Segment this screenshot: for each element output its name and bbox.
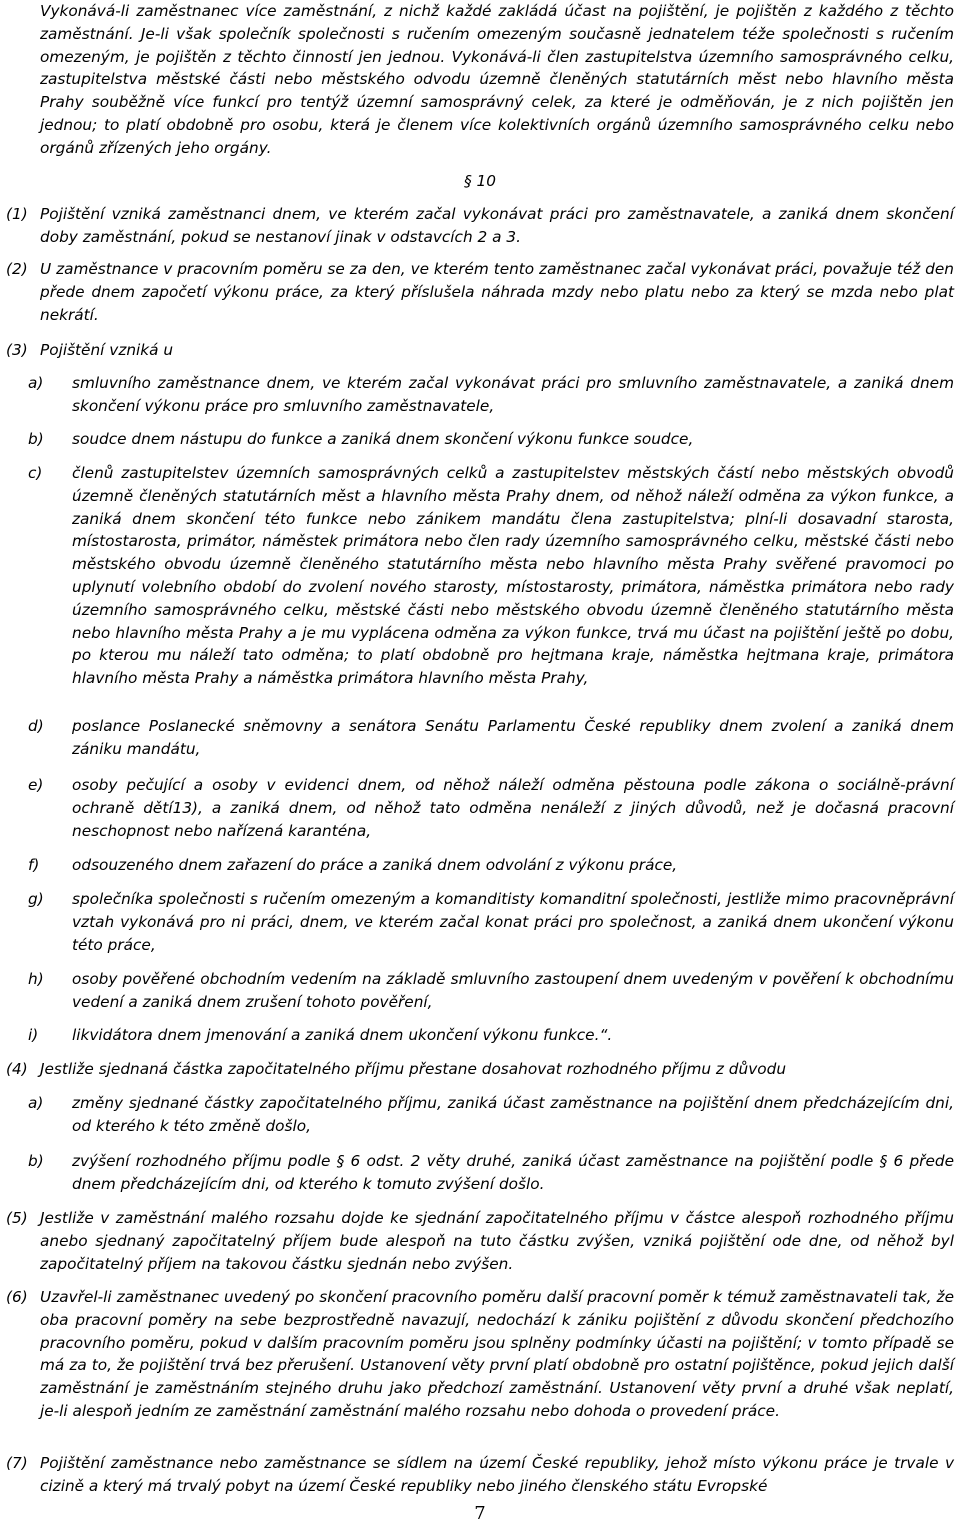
paragraph-2: U zaměstnance v pracovním poměru se za den, ve kterém tento zaměstnanec začal vykonávat práci, považuje též den přede dnem započetí výkonu práce, za který příslušela náhrada mzdy nebo platu nebo za který se mzda nebo plat nekrátí. [40, 260, 954, 324]
list-item: osoby pověřené obchodním vedením na základě smluvního zastoupení dnem uvedeným v pověření k obchodnímu vedení a zaniká dnem zrušení tohoto pověření, [72, 970, 954, 1011]
section-heading: § 10 [464, 172, 496, 190]
list-item: odsouzeného dnem zařazení do práce a zaniká dnem odvolání z výkonu práce, [72, 856, 678, 874]
paragraph-7: Pojištění zaměstnance nebo zaměstnance se sídlem na území České republiky, jehož místo výkonu práce je trvale v cizině a který má trvalý pobyt na území České republiky nebo jiného členského státu Evropské [40, 1454, 954, 1495]
paragraph-6: Uzavřel-li zaměstnanec uvedený po skončení pracovního poměru další pracovní poměr k témuž zaměstnavateli tak, že oba pracovní poměry na sebe bezprostředně navazují, nedochází k zániku pojištění z důvodu skončení předchozího pracovního poměru, pokud v dalším pracovním poměru jsou splněny podmínky účasti na pojištění; v tomto případě se má za to, že pojištění trvá bez přerušení. Ustanovení věty první platí obdobně pro ostatní pojištěnce, pokud jejich další zaměstnání je zaměstnáním stejného druhu jako předchozí zaměstnání. Ustanovení věty první a druhé však neplatí, je-li alespoň jedním ze zaměstnání zaměstnání malého rozsahu nebo dohoda o provedení práce. [40, 1288, 954, 1420]
paragraph-number: (1) [6, 205, 28, 223]
item-label: c) [28, 464, 43, 482]
item-label: a) [28, 1094, 44, 1112]
item-label: b) [28, 1152, 44, 1170]
paragraph-number: (7) [6, 1454, 28, 1472]
paragraph-3: Pojištění vzniká u [40, 341, 174, 359]
list-item: osoby pečující a osoby v evidenci dnem, od něhož náleží odměna pěstouna podle zákona o sociálně-právní ochraně dětí13), a zaniká dnem, od něhož tato odměna nenáleží z jiných důvodů, než je dočasná pracovní neschopnost nebo nařízená karanténa, [72, 776, 954, 840]
list-item: členů zastupitelstev územních samosprávných celků a zastupitelstev městských částí nebo městských obvodů územně členěných statutárních měst a hlavního města Prahy dnem, od něhož náleží odměna za výkon funkce, a zaniká dnem skončení této funkce nebo zánikem mandátu člena zastupitelstva; plní-li dosavadní starosta, místostarosta, primátor, náměstek primátora nebo člen rady územního samosprávného celku, městské části nebo městského obvodu územně členěného statutárního města nebo hlavního města Prahy svěřené pravomoci po uplynutí volebního období do zvolení nového starosty, místostarosty, primátora, náměstka primátora nebo rady územního samosprávného celku, městské části nebo městského obvodu územně členěného statutárního města nebo hlavního města Prahy a je mu vyplácena odměna za výkon funkce, trvá mu účast na pojištění ještě po dobu, po kterou mu náleží tato odměna; to platí obdobně pro hejtmana kraje, náměstka hejtmana kraje, primátora hlavního města Prahy a náměstka primátora hlavního města Prahy, [72, 464, 954, 688]
paragraph-5: Jestliže v zaměstnání malého rozsahu dojde ke sjednání započitatelného příjmu v částce alespoň rozhodného příjmu anebo sjednaný započitatelný příjem bude alespoň na tuto částku zvýšen, vzniká pojištění ode dne, od něhož byl započitatelný příjem na takovou částku sjednán nebo zvýšen. [40, 1209, 954, 1273]
paragraph-number: (3) [6, 341, 28, 359]
paragraph-number: (2) [6, 260, 28, 278]
item-label: e) [28, 776, 44, 794]
item-label: d) [28, 717, 44, 735]
list-item: soudce dnem nástupu do funkce a zaniká dnem skončení výkonu funkce soudce, [72, 430, 694, 448]
paragraph-number: (4) [6, 1060, 28, 1078]
paragraph-number: (5) [6, 1209, 28, 1227]
list-item: smluvního zaměstnance dnem, ve kterém začal vykonávat práci pro smluvního zaměstnavatele, a zaniká dnem skončení výkonu práce pro smluvního zaměstnavatele, [72, 374, 954, 415]
paragraph-number: (6) [6, 1288, 28, 1306]
list-item: zvýšení rozhodného příjmu podle § 6 odst. 2 věty druhé, zaniká účast zaměstnance na pojištění podle § 6 přede dnem předcházejícím dni, od kterého k tomuto zvýšení došlo. [72, 1152, 954, 1193]
list-item: likvidátora dnem jmenování a zaniká dnem ukončení výkonu funkce.“. [72, 1026, 613, 1044]
list-item: poslance Poslanecké sněmovny a senátora Senátu Parlamentu České republiky dnem zvolení a zaniká dnem zániku mandátu, [72, 717, 954, 758]
item-label: f) [28, 856, 40, 874]
page-number: 7 [474, 1503, 486, 1524]
item-label: a) [28, 374, 44, 392]
paragraph-4: Jestliže sjednaná částka započitatelného příjmu přestane dosahovat rozhodného příjmu z důvodu [40, 1060, 787, 1078]
list-item: společníka společnosti s ručením omezeným a komanditisty komanditní společnosti, jestliže mimo pracovněprávní vztah vykonává pro ni práci, dnem, ve kterém začal konat práci pro společnost, a zaniká dnem ukončení výkonu této práce, [72, 890, 954, 954]
item-label: i) [28, 1026, 39, 1044]
item-label: g) [28, 890, 44, 908]
item-label: b) [28, 430, 44, 448]
intro-paragraph: Vykonává-li zaměstnanec více zaměstnání, z nichž každé zakládá účast na pojištění, je pojištěn z každého z těchto zaměstnání. Je-li však společník společnosti s ručením omezeným současně jednatelem téže společnosti s ručením omezeným, je pojištěn z těchto činností jen jednou. Vykonává-li člen zastupitelstva územního samosprávného celku, zastupitelstva městské části nebo městského odvodu územně členěných statutárních měst nebo hlavního města Prahy souběžně více funkcí pro tentýž územní samosprávný celek, za které je odměňován, je z nich pojištěn jen jednou; to platí obdobně pro osobu, která je členem více kolektivních orgánů územního samosprávného celku nebo orgánů zřízených jeho orgány. [40, 2, 954, 157]
list-item: změny sjednané částky započitatelného příjmu, zaniká účast zaměstnance na pojištění dnem předcházejícím dni, od kterého k této změně došlo, [72, 1094, 954, 1135]
item-label: h) [28, 970, 44, 988]
paragraph-1: Pojištění vzniká zaměstnanci dnem, ve kterém začal vykonávat práci pro zaměstnavatele, a zaniká dnem skončení doby zaměstnání, pokud se nestanoví jinak v odstavcích 2 a 3. [40, 205, 954, 246]
